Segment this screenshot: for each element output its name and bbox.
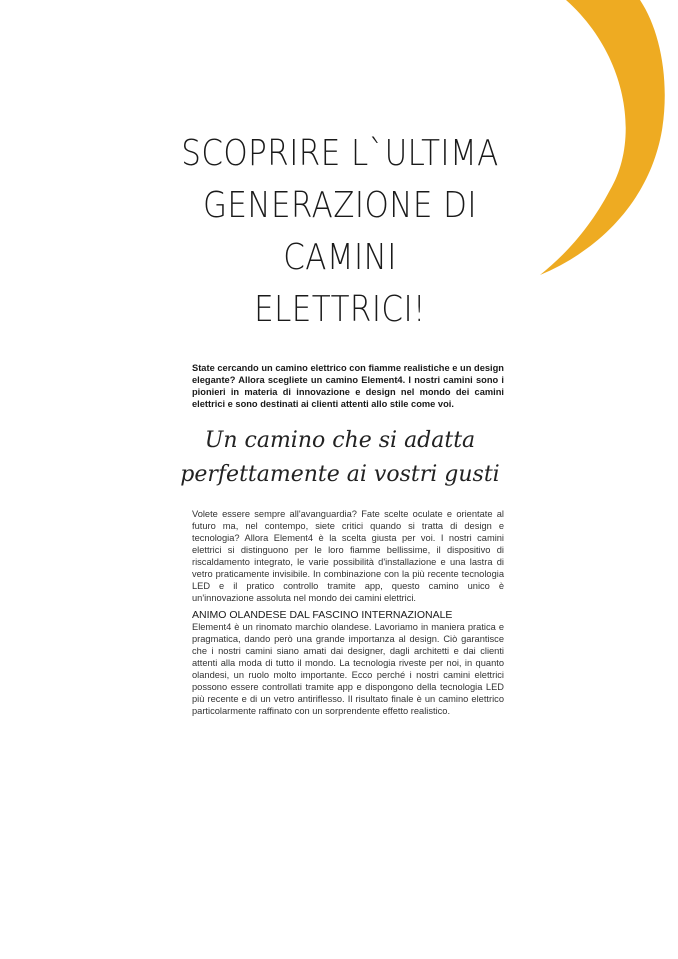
- body-paragraph-2: Element4 è un rinomato marchio olandese. Lavoriamo in maniera pratica e pragmatica, dando però una grande importanza al design. Ciò garantisce che i nostri camini siano amati dai designer, dagli architetti e dai clienti attenti alla moda di tutto il mondo. La tecnologia riveste per noi, in quanto olandesi, un ruolo molto importante. Ecco perché i nostri camini elettrici possono essere controllati tramite app e dispongono della tecnologia LED più recente e di un vetro antiriflesso. Il risultato finale è un camino elettrico particolarmente raffinato con un sorprendente effetto realistico.: [192, 622, 504, 716]
- tagline-line-1: Un camino che si adatta: [204, 428, 476, 453]
- lead-paragraph: State cercando un camino elettrico con fiamme realistiche e un design elegante? Allora scegliete un camino Element4. I nostri camini sono i pionieri in materia di innovazione e design nel mondo dei camini elettrici e sono destinati ai clienti attenti allo stile come voi.: [192, 363, 504, 409]
- page-title: [168, 128, 512, 336]
- title-line-1: SCOPRIRE L`ULTIMA: [181, 133, 499, 174]
- crescent-shape: [540, 0, 665, 275]
- title-line-2: GENERAZIONE DI CAMINI: [203, 185, 477, 278]
- tagline: [180, 424, 500, 492]
- title-line-3: ELETTRICI!: [254, 289, 426, 330]
- tagline-line-2: perfettamente ai vostri gusti: [180, 462, 500, 487]
- body-paragraph-1: Volete essere sempre all'avanguardia? Fate scelte oculate e orientate al futuro ma, nel contempo, siete critici quando si tratta di design e tecnologia? Allora Element4 è la scelta giusta per voi. I nostri camini elettrici si distinguono per le loro fiamme bellissime, il dispositivo di riscaldamento integrato, le varie possibilità d'installazione e una lastra di vetro praticamente invisibile. In combinazione con la più recente tecnologia LED e il pratico controllo tramite app, questo camino unico è un'innovazione assoluta nel mondo dei camini elettrici.: [192, 509, 504, 603]
- section-heading: ANIMO OLANDESE DAL FASCINO INTERNAZIONALE: [192, 609, 453, 621]
